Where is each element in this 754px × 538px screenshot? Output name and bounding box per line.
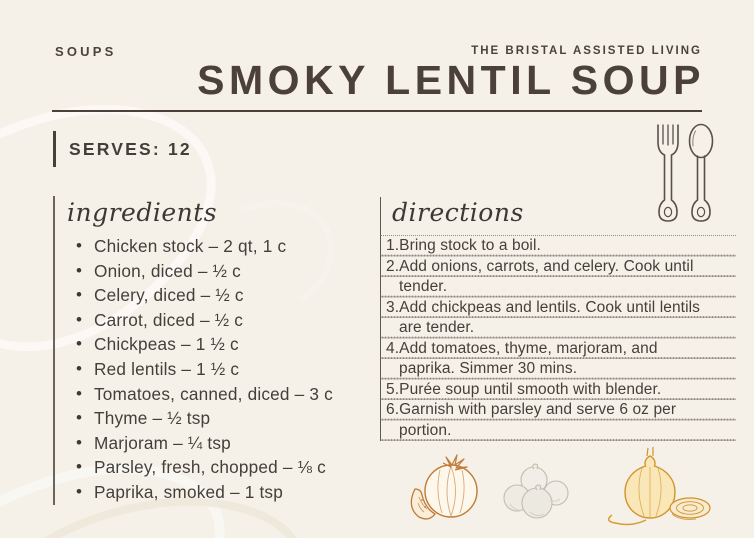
ingredient-item: • Chickpeas – 1 ½ c (55, 332, 370, 357)
chickpeas-sketch-icon (490, 460, 578, 524)
direction-step (381, 400, 736, 441)
step-text-line: portion. (399, 421, 452, 439)
tomato-sketch-icon (399, 451, 487, 527)
ingredient-item: • Thyme – ½ tsp (55, 406, 370, 431)
step-number: 2. (386, 257, 400, 275)
category-label: SOUPS (55, 44, 117, 59)
step-text-line: are tender. (399, 319, 475, 336)
ingredient-item: • Tomatoes, canned, diced – 3 c (55, 382, 370, 407)
ingredient-item: • Parsley, fresh, chopped – ⅛ c (55, 455, 370, 480)
onion-sketch-icon (602, 445, 716, 531)
step-text-line: Add chickpeas and lentils. Cook until lentils (399, 298, 701, 316)
step-number: 3. (386, 298, 400, 316)
ingredient-item: • Onion, diced – ½ c (55, 259, 370, 284)
step-text-line: Add tomatoes, thyme, marjoram, and (399, 339, 658, 357)
step-text-line: paprika. Simmer 30 mins. (399, 360, 578, 377)
direction-step (381, 339, 736, 380)
ingredient-item: • Red lentils – 1 ½ c (55, 357, 370, 382)
ingredients-heading: ingredients (67, 198, 218, 227)
recipe-title: SMOKY LENTIL SOUP (197, 57, 705, 103)
directions-heading: directions (381, 197, 736, 236)
step-number: 4. (386, 339, 400, 357)
ingredient-item: • Celery, diced – ½ c (55, 283, 370, 308)
ingredients-list (55, 234, 370, 505)
direction-step (381, 236, 736, 257)
direction-step (381, 380, 736, 401)
title-divider (52, 110, 702, 112)
ingredient-item: • Carrot, diced – ½ c (55, 308, 370, 333)
serves-label: SERVES: 12 (69, 139, 192, 159)
directions-section (380, 197, 736, 441)
brand-label: THE BRISTAL ASSISTED LIVING (471, 45, 702, 57)
step-text-line: Add onions, carrots, and celery. Cook until (399, 257, 694, 275)
step-number: 5. (386, 380, 400, 398)
ingredient-item: • Marjoram – ¼ tsp (55, 431, 370, 456)
ingredient-item: • Paprika, smoked – 1 tsp (55, 480, 370, 505)
directions-list (381, 236, 736, 441)
step-number: 6. (386, 401, 400, 418)
direction-step (381, 298, 736, 339)
step-text-line: tender. (399, 278, 448, 295)
step-number: 1. (386, 237, 400, 254)
step-text-line: Bring stock to a boil. (399, 237, 541, 254)
ingredient-item: • Chicken stock – 2 qt, 1 c (55, 234, 370, 259)
ingredients-section (53, 196, 370, 505)
step-text-line: Garnish with parsley and serve 6 oz per (399, 401, 677, 418)
serves-block (53, 131, 192, 167)
step-text-line: Purée soup until smooth with blender. (399, 380, 662, 398)
direction-step (381, 257, 736, 298)
